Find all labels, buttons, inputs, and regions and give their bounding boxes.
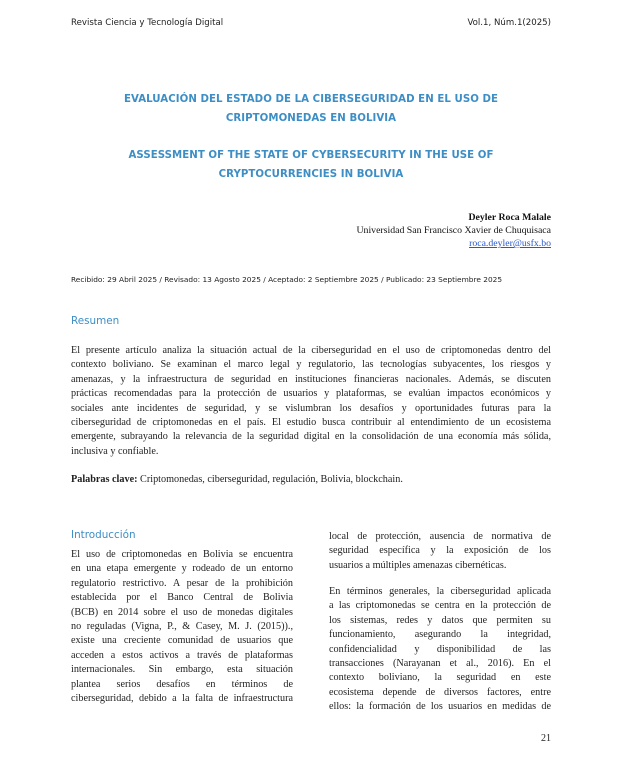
intro-line: ellos: la formación de los usuarios en medidas de xyxy=(329,701,551,713)
keywords xyxy=(71,474,551,485)
abstract-line: contexto boliviano. Se examinan el marco legal y regulatorio, las tecnologías subyacentes, los riesgos y xyxy=(71,359,551,371)
intro-right-column-bottom xyxy=(329,585,551,715)
intro-line: usuarios a múltiples amenazas cibernéticas. xyxy=(329,559,507,571)
intro-line: El uso de criptomonedas en Bolivia se encuentra xyxy=(71,549,293,560)
abstract-body xyxy=(71,344,551,459)
abstract-heading: Resumen xyxy=(71,315,120,327)
publication-dates: Recibido: 29 Abril 2025 / Revisado: 13 Agosto 2025 / Aceptado: 2 Septiembre 2025 / Publicado: 23 Septiembre 2025 xyxy=(71,275,503,284)
title-spanish xyxy=(71,90,551,128)
intro-line: local de protección, ausencia de normativa de xyxy=(329,531,551,542)
page-number: 21 xyxy=(541,733,551,744)
intro-line: seguridad específica y la exposición de los xyxy=(329,545,551,557)
abstract-line: amenazas, y la infraestructura de seguridad en instituciones financieras nacionales. Además, se discuten xyxy=(71,373,551,385)
intro-line: internacionales. Sin embargo, esta situación xyxy=(71,664,293,676)
intro-line: En términos generales, la ciberseguridad aplicada xyxy=(329,586,551,597)
intro-line: a las criptomonedas se centra en la protección de xyxy=(329,600,551,612)
intro-line: en una etapa emergente y rodeado de un entorno xyxy=(71,563,293,575)
intro-line: establecida por el Banco Central de Bolivia xyxy=(71,592,293,604)
intro-line: transacciones (Narayanan et al., 2016). En el xyxy=(329,657,551,669)
running-header xyxy=(71,18,551,32)
intro-line: funcionamiento, asegurando la integridad, xyxy=(329,629,551,641)
intro-heading: Introducción xyxy=(71,529,136,541)
intro-line: los sistemas, redes y datos que permiten su xyxy=(329,614,551,626)
intro-line: plantea serios desafíos en términos de xyxy=(71,678,293,690)
title-english-line: CRYPTOCURRENCIES IN BOLIVIA xyxy=(218,169,404,180)
intro-line: existe una creciente comunidad de usuarios que xyxy=(71,635,293,647)
volume-info: Vol.1, Núm.1(2025) xyxy=(467,18,551,28)
abstract-line: prácticas recomendadas para la protección de usuarios y plataformas, se evalúan impactos económicos y xyxy=(71,388,551,400)
author-email-link[interactable]: roca.deyler@usfx.bo xyxy=(469,238,551,249)
intro-right-column-top xyxy=(329,530,551,573)
author-block xyxy=(356,211,551,250)
intro-line: ciberseguridad, debido a la falta de infraestructura xyxy=(71,692,293,704)
author-name: Deyler Roca Malale xyxy=(468,212,551,223)
intro-line: regulatorio restrictivo. A pesar de la prohibición xyxy=(71,577,293,589)
abstract-line: El presente artículo analiza la situación actual de la ciberseguridad en el uso de criptomonedas dentro del xyxy=(71,345,551,356)
abstract-line: ciberseguridad de criptomonedas en el país. El estudio busca contribuir al entendimiento de un ecosistema xyxy=(71,416,551,428)
keywords-text: Criptomonedas, ciberseguridad, regulación, Bolivia, blockchain. xyxy=(140,474,403,485)
title-english xyxy=(71,146,551,184)
abstract-line: emergente, subrayando la relevancia de la seguridad digital en la consolidación de una economía más sólida, xyxy=(71,431,551,443)
title-spanish-line: EVALUACIÓN DEL ESTADO DE LA CIBERSEGURIDAD EN EL USO DE xyxy=(123,94,499,105)
intro-line: no reguladas (Vigna, P., & Casey, M. J. (2015))., xyxy=(71,620,293,632)
abstract-line: sociales ante incidentes de seguridad, y se vislumbran los desafíos y oportunidades futuras para la xyxy=(71,402,551,414)
intro-line: contexto boliviano, la seguridad en este xyxy=(329,672,551,684)
journal-name: Revista Ciencia y Tecnología Digital xyxy=(71,18,224,28)
intro-line: confidencialidad y disponibilidad de las xyxy=(329,643,551,655)
keywords-label: Palabras clave: xyxy=(71,474,138,485)
intro-line: (BCB) en 2014 sobre el uso de monedas digitales xyxy=(71,606,293,618)
intro-line: acceden a estos activos a través de plataformas xyxy=(71,649,293,661)
abstract-line: inclusiva y confiable. xyxy=(71,445,159,457)
title-spanish-line: CRIPTOMONEDAS EN BOLIVIA xyxy=(225,113,397,124)
intro-line: ecosistema depende de diversos factores, entre xyxy=(329,686,551,698)
intro-left-column xyxy=(71,548,293,706)
title-english-line: ASSESSMENT OF THE STATE OF CYBERSECURITY IN THE USE OF xyxy=(128,150,494,161)
author-affiliation: Universidad San Francisco Xavier de Chuquisaca xyxy=(356,225,551,236)
